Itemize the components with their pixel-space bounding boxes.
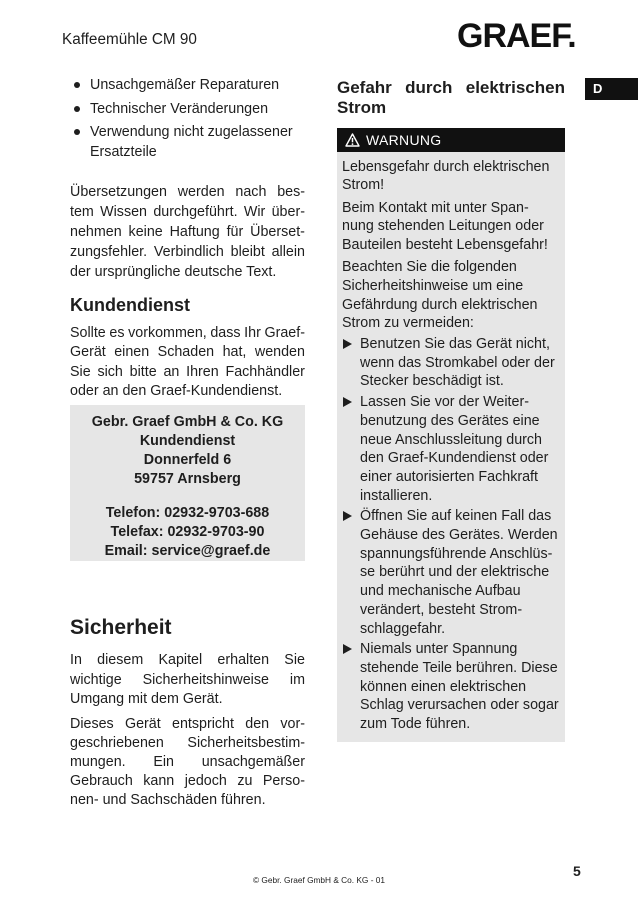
text-line xyxy=(70,242,305,262)
electric-hazard-heading xyxy=(337,78,565,118)
graef-logo: GRAEF. xyxy=(457,17,576,55)
word: Gerät xyxy=(124,715,161,732)
address-block xyxy=(70,413,305,489)
word: durchgeführt. xyxy=(153,204,238,220)
bullet-line: Ersatzteile xyxy=(90,144,157,160)
warning-label: WARNUNG xyxy=(366,132,442,148)
word: Ihren xyxy=(186,363,219,380)
word: für xyxy=(226,224,244,240)
word: den xyxy=(245,715,270,732)
word: Kapitel xyxy=(158,652,203,669)
bullet-item xyxy=(70,122,305,162)
bullet-dot-icon xyxy=(74,106,80,112)
text-line: Strom! xyxy=(342,177,385,194)
word: Sollte xyxy=(70,324,106,341)
text-line: schlaggefahr. xyxy=(360,620,446,637)
word: vorkommen, xyxy=(128,324,207,341)
word: wichtige xyxy=(70,671,122,688)
warning-icon xyxy=(345,133,360,147)
street: Donnerfeld 6 xyxy=(143,451,232,468)
text-line xyxy=(70,734,305,753)
text-line xyxy=(70,222,305,242)
word: mungen. xyxy=(70,753,126,770)
text-line: benutzung des Gerätes eine xyxy=(360,412,540,429)
word: nach xyxy=(235,184,267,200)
word: Ein xyxy=(153,753,174,770)
word: Sicherheitshinweise xyxy=(142,671,269,688)
text-line: einer autorisierten Fachkraft xyxy=(360,468,538,485)
text-line xyxy=(70,324,305,344)
text-line: stehende Teile berühren. Diese xyxy=(360,659,558,676)
text-line: Beim Kontakt mit unter Span- xyxy=(342,199,529,216)
arrow-right-icon xyxy=(343,397,352,407)
word: Wir xyxy=(243,204,266,220)
email: Email: service@graef.de xyxy=(104,542,271,559)
word: Graef- xyxy=(264,324,305,341)
word: Sicherheitsbestim- xyxy=(187,734,305,751)
text-line: Lassen Sie vor der Weiter- xyxy=(360,394,529,411)
text-line: können einen elektrischen xyxy=(360,678,527,695)
word: tem xyxy=(70,204,94,220)
word: Sie xyxy=(284,652,305,669)
text-line xyxy=(70,772,305,791)
word: bleibt xyxy=(230,244,265,260)
word: Schaden xyxy=(157,344,215,361)
bullet-dot-icon xyxy=(74,82,80,88)
word: werden xyxy=(177,184,225,200)
text-line: Gehäuse des Gerätes. Werden xyxy=(360,527,558,544)
text-line: den Graef-Kundendienst oder xyxy=(360,450,549,467)
department: Kundendienst xyxy=(139,432,236,449)
safety-heading: Sicherheit xyxy=(70,616,172,639)
text-line: nen- und Sachschäden führen. xyxy=(70,791,266,808)
bullet-line: Technischer Veränderungen xyxy=(90,100,269,117)
word: an xyxy=(163,363,180,380)
text-line: nung stehenden Leitungen oder xyxy=(342,218,544,235)
word: bes- xyxy=(277,184,305,200)
word: Perso- xyxy=(262,772,305,789)
contact-block xyxy=(70,504,305,561)
word: Ihr xyxy=(244,324,261,341)
arrow-right-icon xyxy=(343,339,352,349)
word: Gebrauch xyxy=(70,772,133,789)
word: im xyxy=(289,671,305,688)
bullet-line: Verwendung nicht zugelassener xyxy=(90,124,293,140)
word: einen xyxy=(114,344,150,361)
text-line: Beachten Sie die folgenden xyxy=(342,259,517,276)
word: hat, xyxy=(222,344,247,361)
text-line xyxy=(70,753,305,772)
warning-item xyxy=(342,393,560,505)
word: sich xyxy=(97,363,123,380)
word: nehmen xyxy=(70,224,122,240)
warning-box xyxy=(337,152,565,742)
word: elektrischen xyxy=(465,78,565,97)
arrow-right-icon xyxy=(343,511,352,521)
warning-paragraph xyxy=(342,158,560,195)
word: kann xyxy=(143,772,175,789)
word: bitte xyxy=(129,363,157,380)
word: Sie xyxy=(70,363,91,380)
text-line: zum Tode führen. xyxy=(360,716,471,733)
safety-paragraph xyxy=(70,715,305,810)
word: dass xyxy=(210,324,241,341)
text-line: Benutzen Sie das Gerät nicht, xyxy=(360,336,550,353)
word: Übersetzungen xyxy=(70,184,167,200)
text-line xyxy=(70,715,305,734)
arrow-right-icon xyxy=(343,644,352,654)
text-line: Sicherheitshinweise um eine xyxy=(342,277,524,294)
copyright-notice: © Gebr. Graef GmbH & Co. KG - 01 xyxy=(253,875,385,885)
bullet-list xyxy=(70,75,305,166)
bullet-line: Unsachgemäßer Reparaturen xyxy=(90,77,280,93)
word: durch xyxy=(405,78,453,97)
language-tab: D xyxy=(585,78,638,100)
warning-item xyxy=(342,640,560,734)
word: geschriebenen xyxy=(70,734,164,751)
customer-service-address-box xyxy=(70,405,305,561)
bullet-item xyxy=(70,75,305,95)
page-title: Kaffeemühle CM 90 xyxy=(62,31,197,48)
phone: Telefon: 02932-9703-688 xyxy=(105,504,270,521)
safety-paragraph xyxy=(70,651,305,710)
customer-service-heading: Kundendienst xyxy=(70,295,190,315)
translation-note xyxy=(70,182,305,282)
text-line: spannungsführende Anschlüs- xyxy=(360,545,553,562)
text-line: Niemals unter Spannung xyxy=(360,641,518,658)
text-line: Bauteilen besteht Lebensgefahr! xyxy=(342,237,548,253)
word: zungsfehler. xyxy=(70,244,148,260)
word: keine xyxy=(128,224,163,240)
text-line: wenn das Stromkabel oder der xyxy=(360,354,555,371)
word: vor- xyxy=(280,715,305,732)
text-line xyxy=(70,671,305,691)
word: diesem xyxy=(97,652,144,669)
text-line xyxy=(70,651,305,671)
word: Gefahr xyxy=(337,78,392,97)
word: Verbindlich xyxy=(153,244,224,260)
bullet-item xyxy=(70,99,305,119)
text-line: der ursprüngliche deutsche Text. xyxy=(70,264,277,280)
word: es xyxy=(109,324,125,341)
heading-line: Strom xyxy=(337,98,387,117)
word: Überset- xyxy=(250,224,305,240)
word: wenden xyxy=(254,344,305,361)
text-line: Gefährdung durch elektrischen xyxy=(342,296,538,313)
page-number: 5 xyxy=(573,863,581,879)
word: erhalten xyxy=(217,652,270,669)
word: Gerät xyxy=(70,344,106,361)
text-line xyxy=(70,182,305,202)
text-line xyxy=(70,202,305,222)
warning-paragraph xyxy=(342,258,560,333)
text-line xyxy=(70,343,305,363)
word: über- xyxy=(271,204,305,220)
warning-paragraph xyxy=(342,199,560,255)
text-line: verändert, besteht Strom- xyxy=(360,601,523,618)
text-line: Schlag verursachen oder sogar xyxy=(360,697,559,714)
company-name: Gebr. Graef GmbH & Co. KG xyxy=(91,413,284,430)
text-line: installieren. xyxy=(360,487,433,504)
word: zu xyxy=(237,772,253,789)
text-line: Umgang mit dem Gerät. xyxy=(70,691,223,708)
bullet-dot-icon xyxy=(74,129,80,135)
word: Haftung xyxy=(169,224,220,240)
word: allein xyxy=(271,244,305,260)
text-line: Öffnen Sie auf keinen Fall das xyxy=(360,508,552,525)
city: 59757 Arnsberg xyxy=(134,470,241,487)
text-line xyxy=(70,363,305,383)
word: entspricht xyxy=(172,715,234,732)
text-line: Strom zu vermeiden: xyxy=(342,315,474,332)
word: jedoch xyxy=(184,772,227,789)
text-line: Stecker beschädigt ist. xyxy=(360,373,504,390)
text-line: oder an den Graef-Kundendienst. xyxy=(70,383,283,400)
word: Wissen xyxy=(100,204,148,220)
word: unsachgemäßer xyxy=(201,753,305,770)
word: In xyxy=(70,652,82,669)
warning-item xyxy=(342,507,560,638)
text-line: se berührt und der elektrische xyxy=(360,564,550,581)
word: Dieses xyxy=(70,715,114,732)
text-line: Lebensgefahr durch elektrischen xyxy=(342,158,550,175)
left-column xyxy=(70,0,305,906)
text-line: und mechanische Aufbau xyxy=(360,583,521,600)
heading-line xyxy=(337,78,565,98)
fax: Telefax: 02932-9703-90 xyxy=(110,523,265,540)
warning-header xyxy=(337,128,565,152)
word: Fachhändler xyxy=(225,363,305,380)
warning-item xyxy=(342,335,560,391)
text-line: neue Anschlussleitung durch xyxy=(360,431,543,448)
customer-service-text xyxy=(70,324,305,402)
right-column xyxy=(337,0,565,906)
